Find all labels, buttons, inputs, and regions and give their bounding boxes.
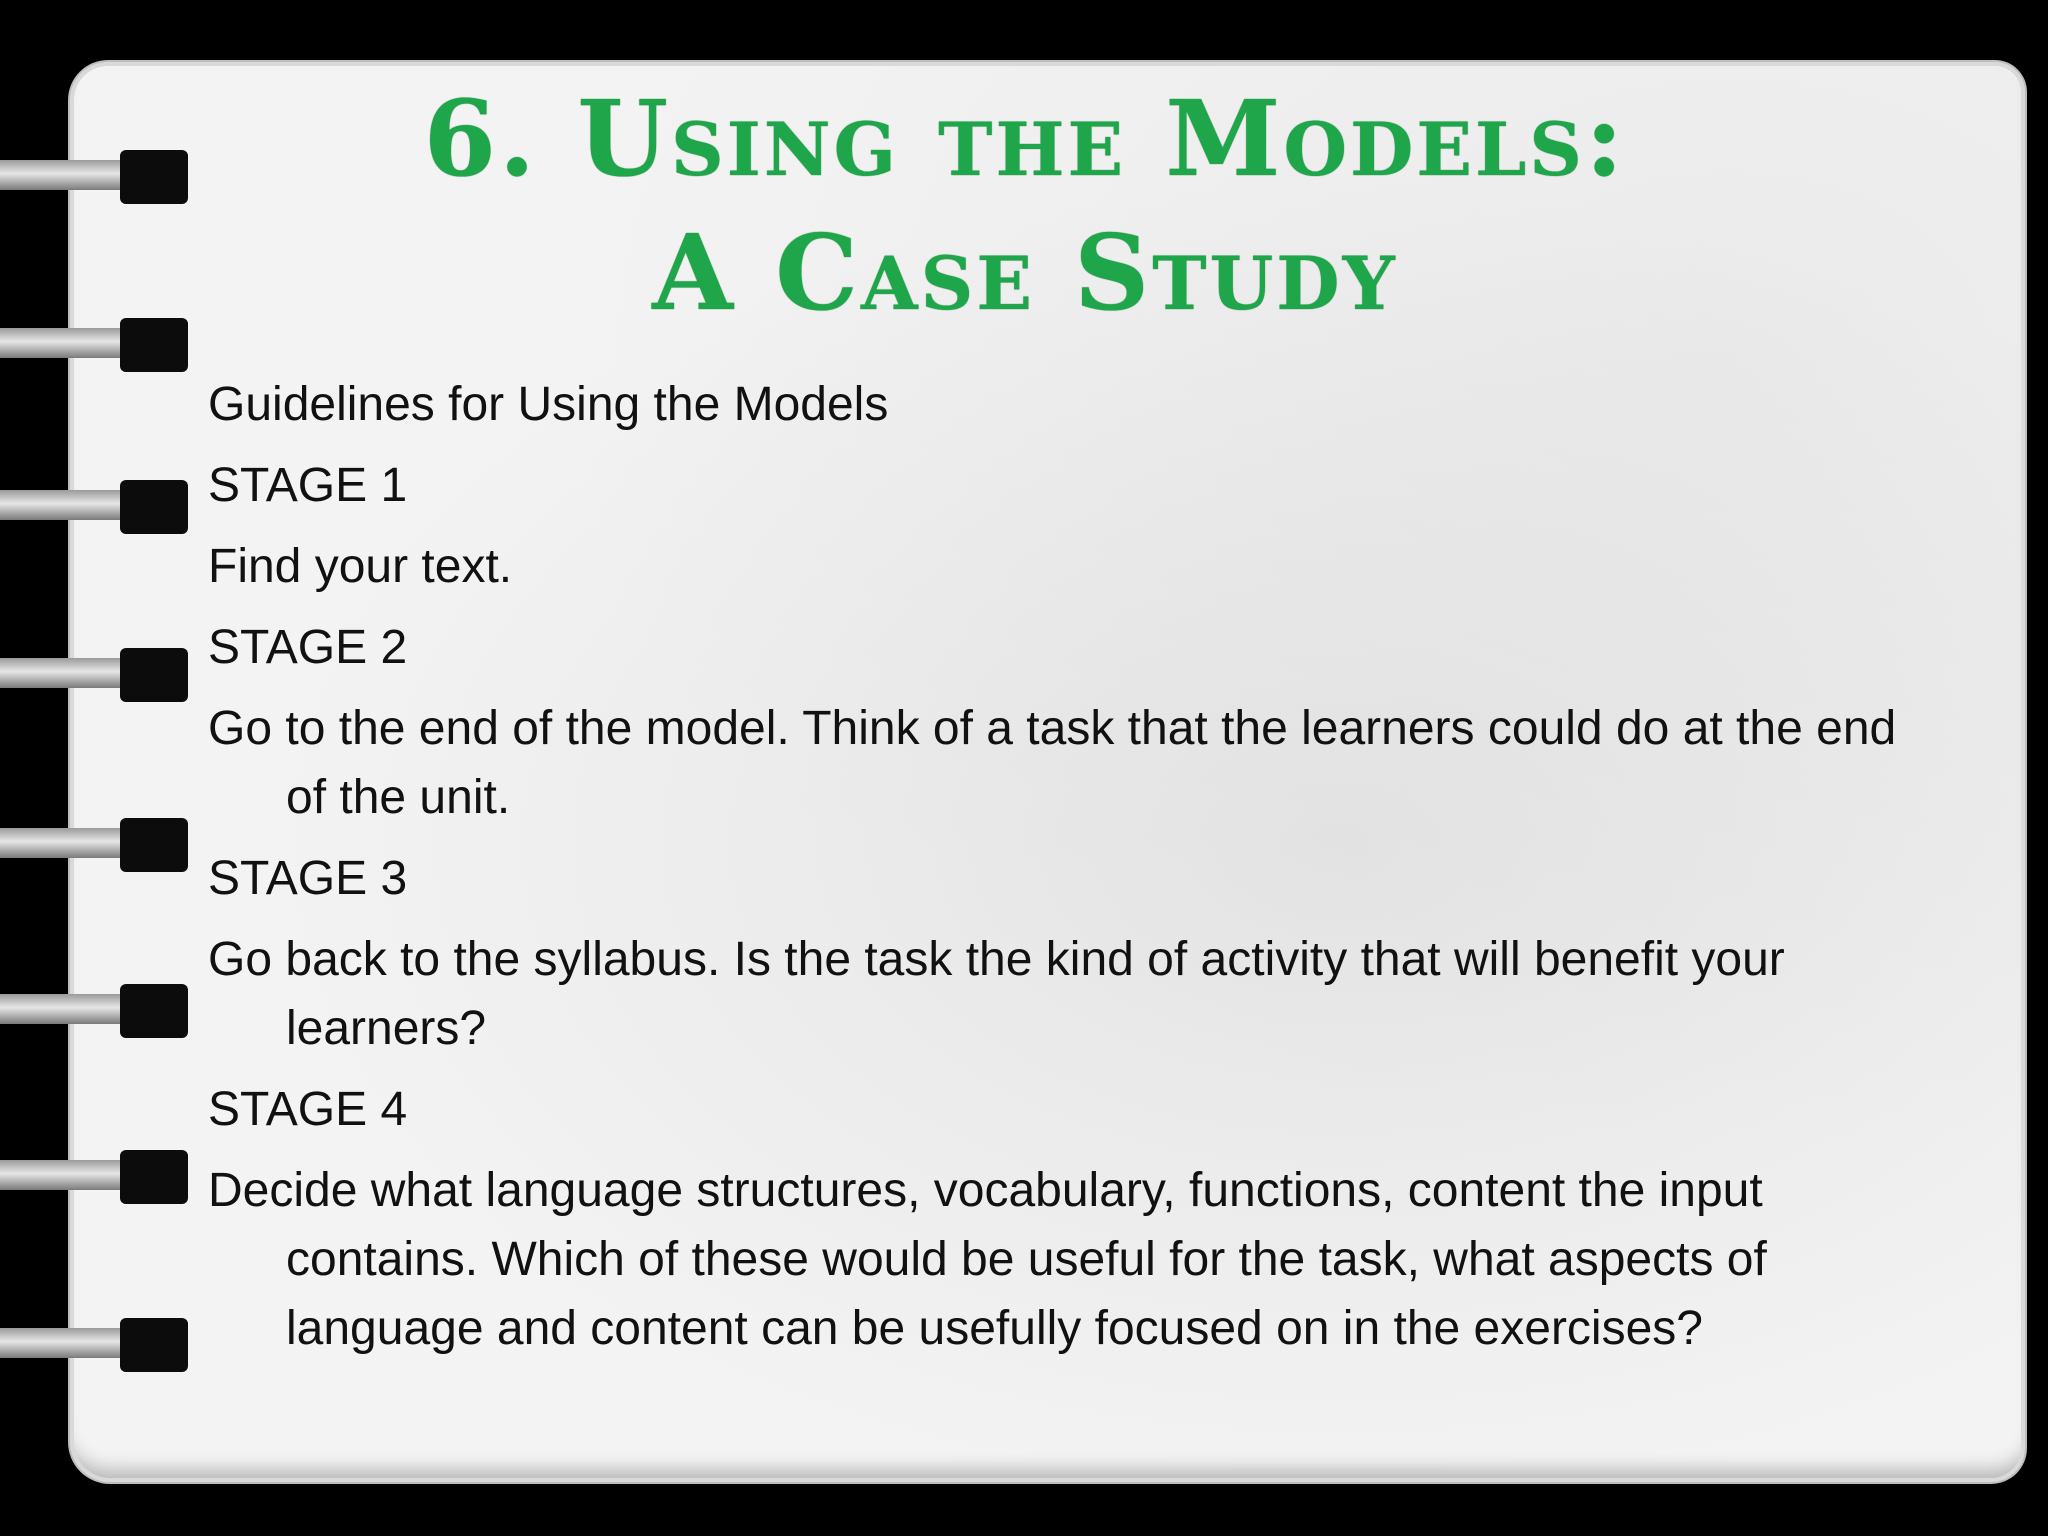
stage-1-label: STAGE 1 <box>208 459 408 512</box>
slide-title <box>200 72 1850 340</box>
binding-ring <box>0 818 190 876</box>
stage-4-text: Decide what language structures, vocabulary, functions, content the input contains. Which of these would be useful for the task, what aspects of language and content can be usefully focused on in the exercises? <box>208 1164 1767 1355</box>
stage-1-text: Find your text. <box>208 540 513 593</box>
title-line-2: A Case Study <box>652 211 1398 334</box>
binding-ring <box>0 318 190 376</box>
binding-ring <box>0 480 190 538</box>
stage-3-label: STAGE 3 <box>208 852 408 905</box>
binding-ring <box>0 984 190 1042</box>
stage-2-text: Go to the end of the model. Think of a task that the learners could do at the end of the unit. <box>208 702 1897 824</box>
slide-body <box>208 370 1948 1375</box>
spiral-binding <box>0 0 200 1536</box>
binding-ring <box>0 1318 190 1376</box>
binding-ring <box>0 648 190 706</box>
stage-4-label: STAGE 4 <box>208 1083 408 1136</box>
stage-2-label: STAGE 2 <box>208 621 408 674</box>
guidelines-heading: Guidelines for Using the Models <box>208 378 889 431</box>
binding-ring <box>0 150 190 208</box>
stage-3-text: Go back to the syllabus. Is the task the kind of activity that will benefit your learners? <box>208 933 1785 1055</box>
binding-ring <box>0 1150 190 1208</box>
title-line-1: 6. Using the Models: <box>423 77 1627 200</box>
